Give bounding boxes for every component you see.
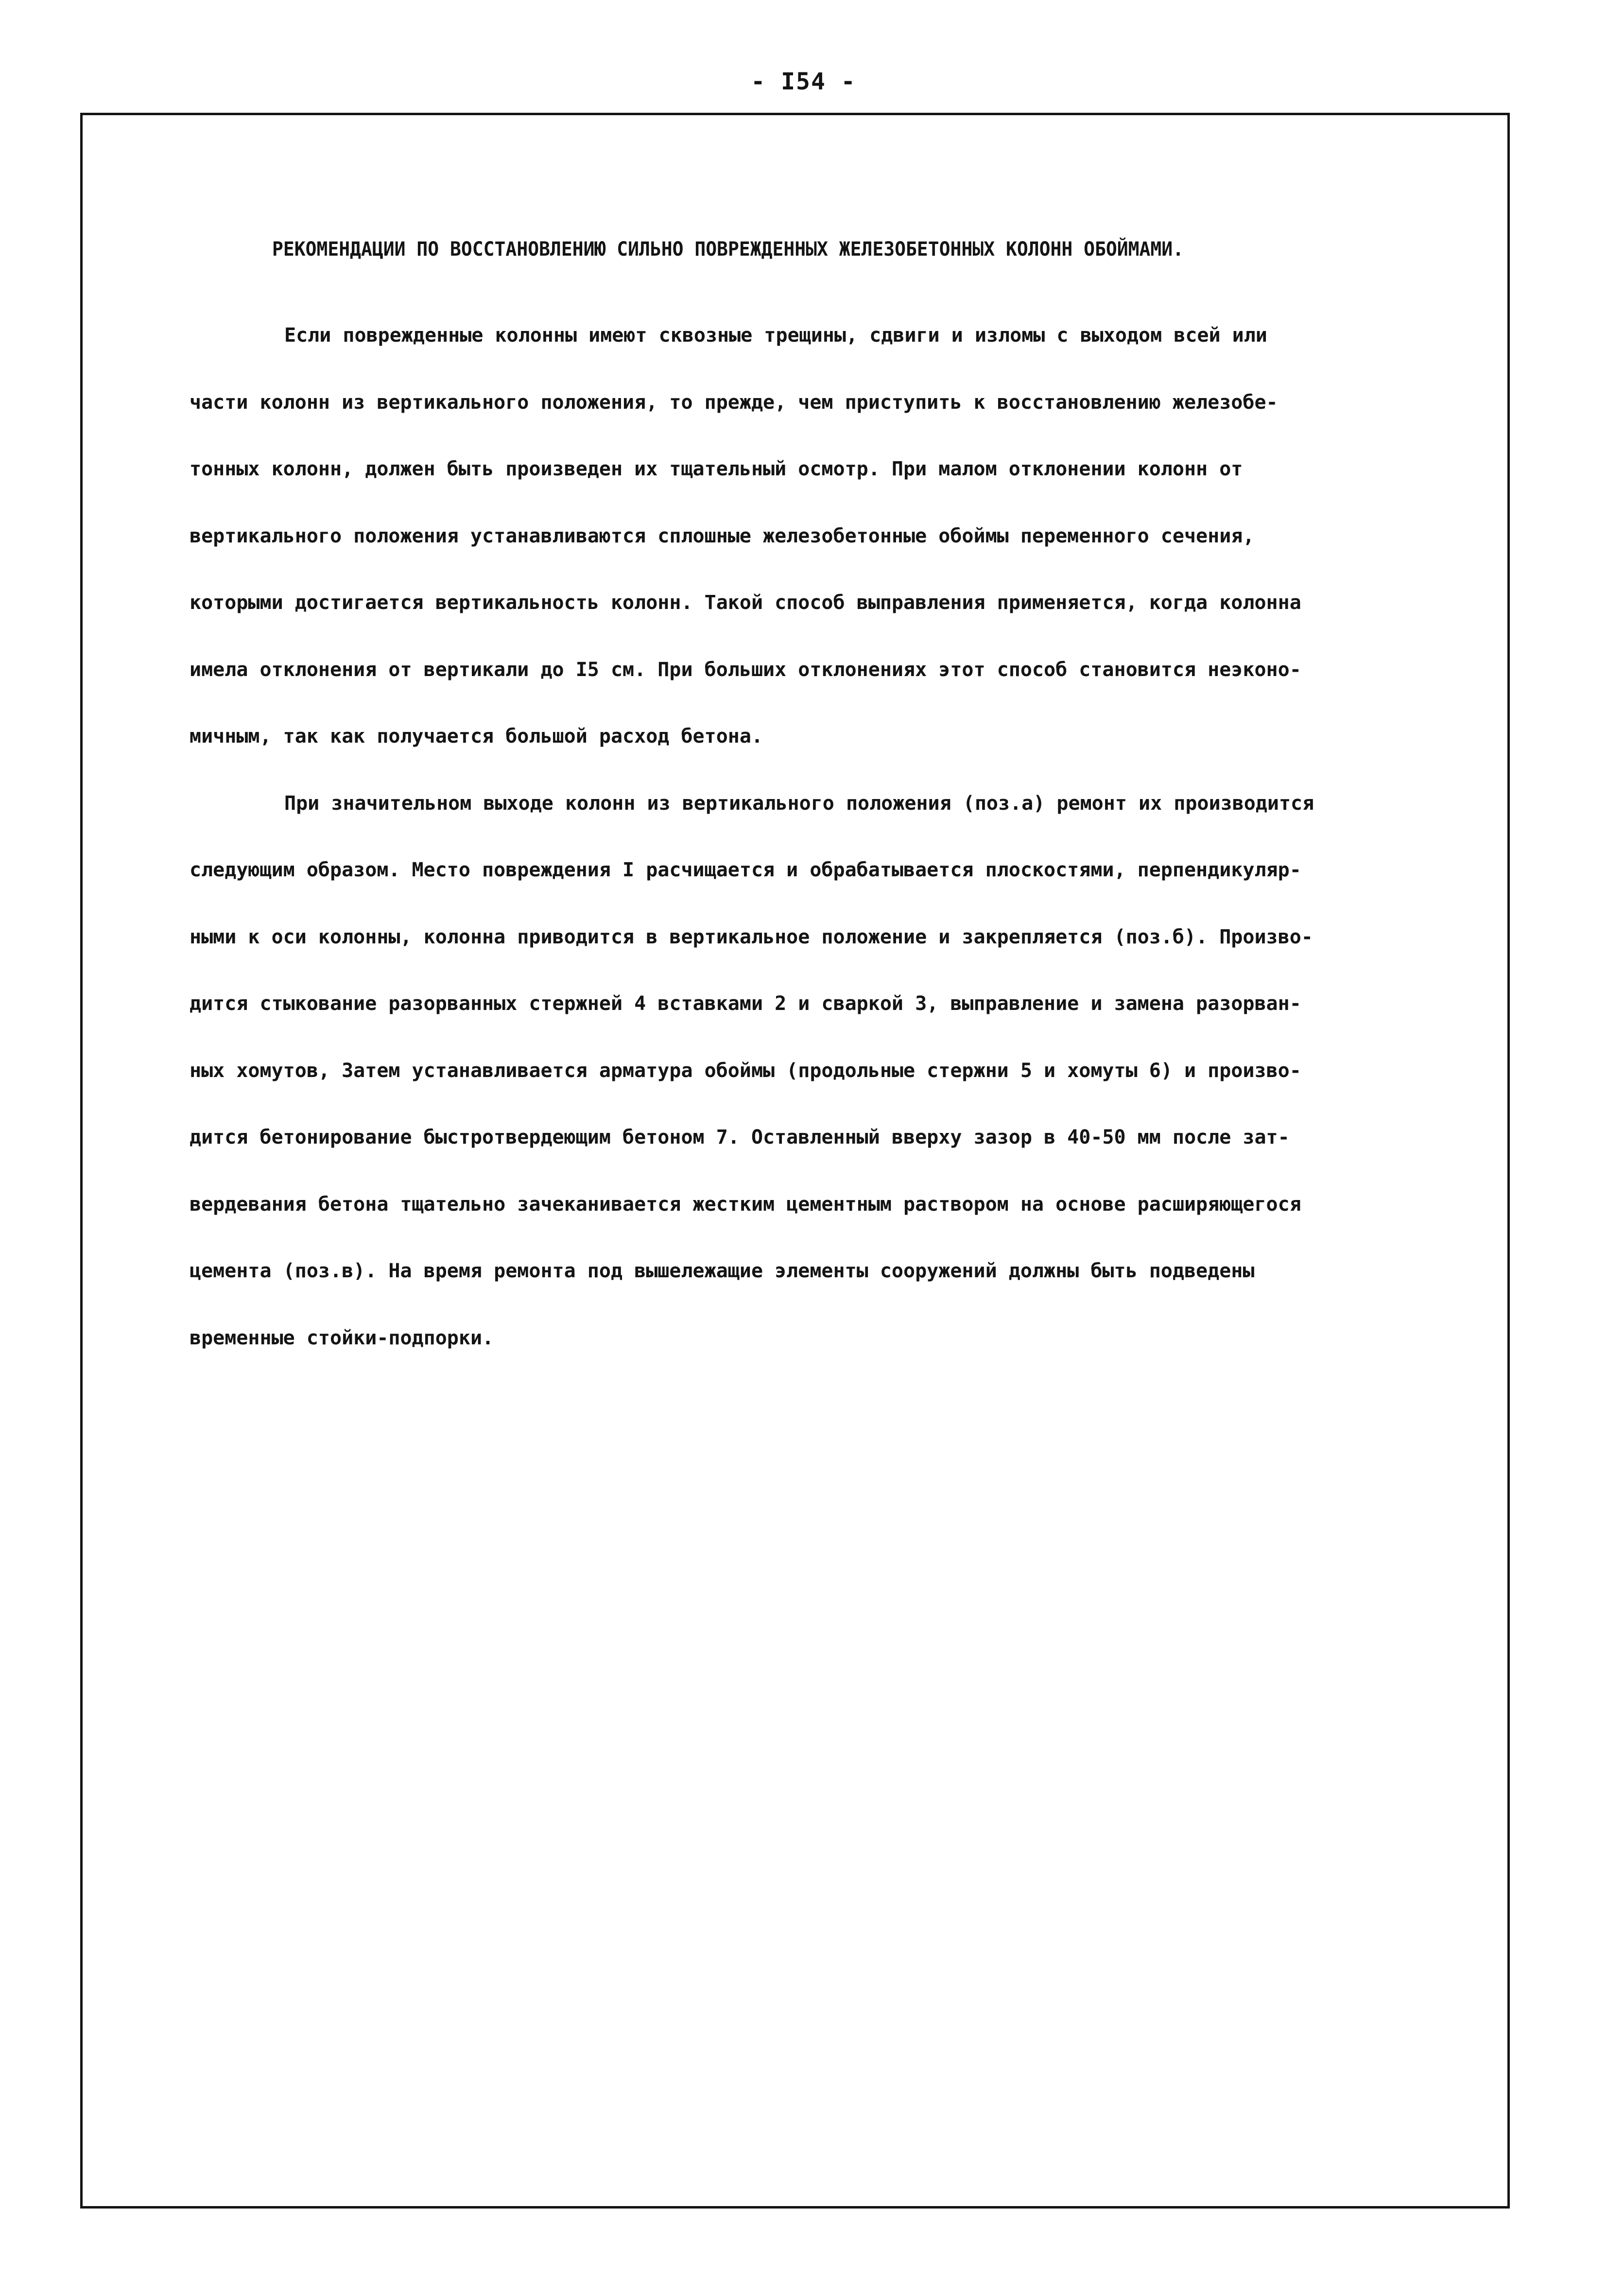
text-line: дится стыкование разорванных стержней 4 вставками 2 и сваркой 3, выправление и замена разорван-: [190, 992, 1301, 1015]
text-line: мичным, так как получается большой расход бетона.: [190, 725, 763, 748]
text-line: цемента (поз.в). На время ремонта под вышележащие элементы сооружений должны быть подведены: [190, 1260, 1255, 1282]
text-line: вертикального положения устанавливаются сплошные железобетонные обоймы переменного сечения,: [190, 524, 1255, 547]
text-line: следующим образом. Место повреждения I расчищается и обрабатывается плоскостями, перпендикуляр-: [190, 859, 1301, 881]
text-line: ных хомутов, Затем устанавливается арматура обоймы (продольные стержни 5 и хомуты 6) и произво-: [190, 1059, 1301, 1082]
text-line: имела отклонения от вертикали до I5 см. При больших отклонениях этот способ становится неэконо-: [190, 658, 1301, 681]
text-line: тонных колонн, должен быть произведен их тщательный осмотр. При малом отклонении колонн от: [190, 458, 1243, 480]
body-text: [190, 321, 1492, 1390]
text-line: ными к оси колонны, колонна приводится в вертикальное положение и закрепляется (поз.б). Произво-: [190, 925, 1313, 948]
text-line: Если поврежденные колонны имеют сквозные трещины, сдвиги и изломы с выходом всей или: [284, 324, 1267, 347]
text-line: При значительном выходе колонн из вертикального положения (поз.а) ремонт их производится: [284, 792, 1314, 815]
text-line: дится бетонирование быстротвердеющим бетоном 7. Оставленный вверху зазор в 40-50 мм после зат-: [190, 1126, 1290, 1148]
text-line: вердевания бетона тщательно зачеканивается жестким цементным раствором на основе расширяющегося: [190, 1193, 1301, 1216]
text-line: которыми достигается вертикальность колонн. Такой способ выправления применяется, когда колонна: [190, 591, 1301, 614]
text-line: временные стойки-подпорки.: [190, 1326, 494, 1349]
text-line: части колонн из вертикального положения, то прежде, чем приступить к восстановлению железобе-: [190, 391, 1278, 414]
page-number: - I54 -: [751, 68, 856, 95]
section-title: РЕКОМЕНДАЦИИ ПО ВОССТАНОВЛЕНИЮ СИЛЬНО ПОВРЕЖДЕННЫХ ЖЕЛЕЗОБЕТОННЫХ КОЛОНН ОБОЙМАМИ.: [272, 238, 1184, 261]
